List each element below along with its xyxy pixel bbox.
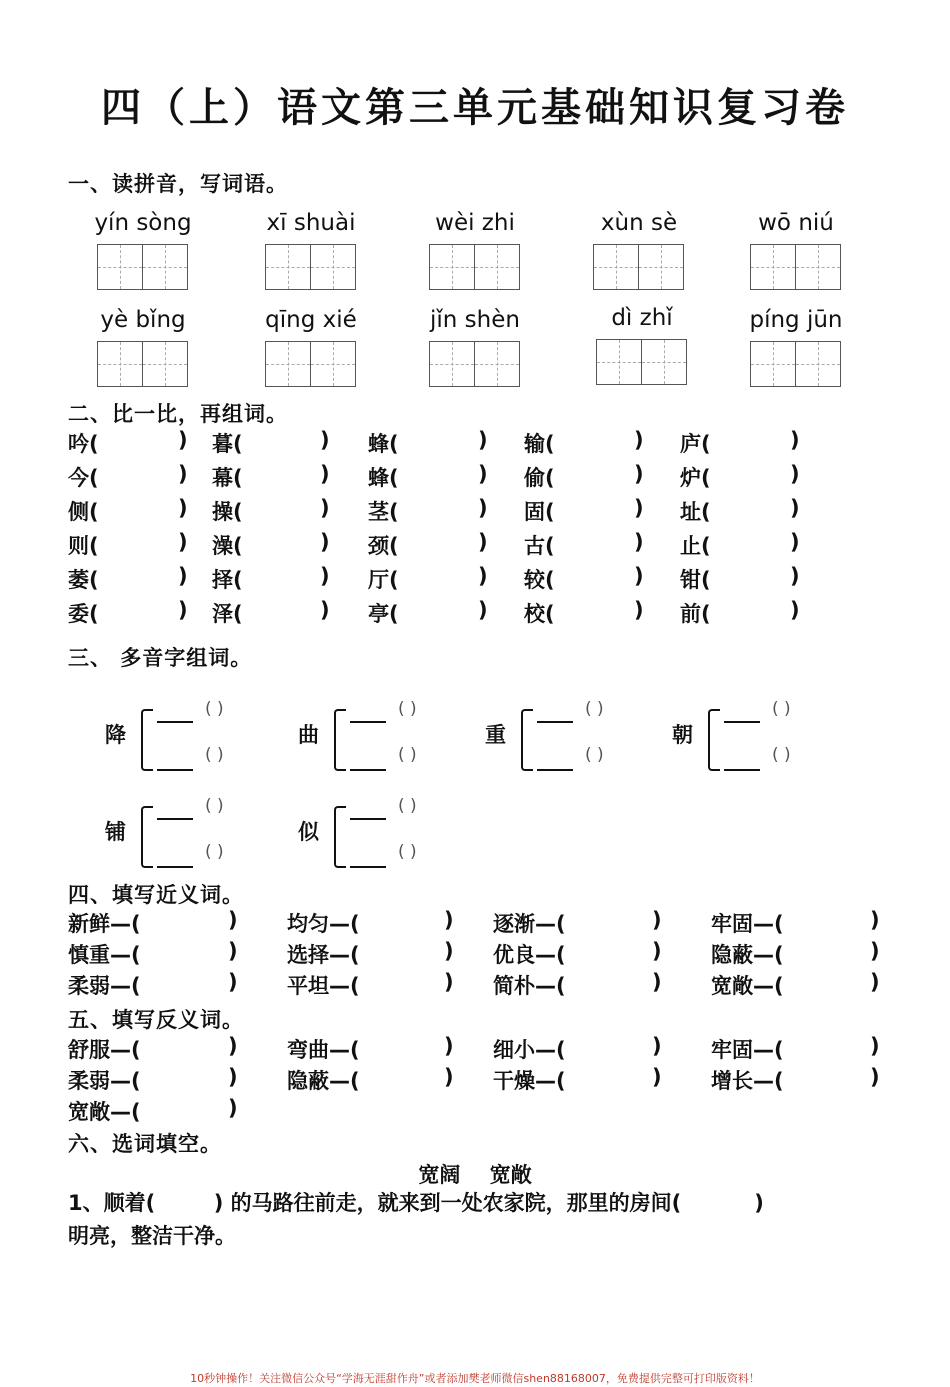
- pinyin-item: [251, 305, 371, 387]
- answer-blank[interactable]: [720, 428, 790, 456]
- close-paren: ): [178, 462, 188, 486]
- answer-blank[interactable]: [408, 598, 478, 626]
- pinyin-blank[interactable]: [350, 721, 386, 723]
- close-paren: ): [478, 598, 488, 622]
- close-paren: ): [870, 908, 880, 932]
- pinyin-text: wō niú: [758, 210, 834, 236]
- pinyin-blank[interactable]: [350, 818, 386, 820]
- pinyin-item: [582, 303, 702, 385]
- close-paren: ): [478, 462, 488, 486]
- pinyin-text: yín sòng: [94, 210, 192, 236]
- answer-blank[interactable]: [154, 1034, 228, 1062]
- writing-grid[interactable]: [579, 244, 699, 290]
- pinyin-item: [579, 208, 699, 290]
- answer-blank[interactable]: [373, 1065, 444, 1093]
- close-paren: ): [444, 908, 454, 932]
- answer-blank[interactable]: [720, 598, 790, 626]
- compare-cell: 吟(: [68, 432, 99, 456]
- compare-cell: 幕(: [212, 466, 243, 490]
- answer-blank[interactable]: [720, 496, 790, 524]
- pinyin-item: [736, 305, 856, 387]
- pinyin-blank[interactable]: [157, 769, 193, 771]
- section-4-heading: 四、填写近义词。: [68, 883, 244, 907]
- close-paren: ): [444, 970, 454, 994]
- page-title: 四（上）语文第三单元基础知识复习卷: [101, 85, 849, 131]
- close-paren: ): [634, 428, 644, 452]
- answer-blank[interactable]: [564, 462, 634, 490]
- compare-cell: 蜂(: [368, 466, 399, 490]
- pinyin-text: píng jūn: [749, 307, 843, 333]
- answer-blank[interactable]: [564, 564, 634, 592]
- close-paren: ): [652, 970, 662, 994]
- answer-blank[interactable]: [408, 428, 478, 456]
- compare-cell: 泽(: [212, 602, 243, 626]
- close-paren: ): [444, 1034, 454, 1058]
- close-paren: ): [790, 462, 800, 486]
- brace-bracket: [521, 709, 533, 771]
- answer-blank[interactable]: [564, 428, 634, 456]
- compare-cell: 操(: [212, 500, 243, 524]
- section-1-heading: 一、读拼音，写词语。: [68, 172, 288, 196]
- antonym-cell: 舒服—(: [68, 1038, 141, 1062]
- compare-cell: 炉(: [680, 466, 711, 490]
- answer-blank[interactable]: [579, 970, 652, 998]
- pinyin-blank[interactable]: [350, 866, 386, 868]
- answer-blank[interactable]: [154, 908, 228, 936]
- word-blank-parens[interactable]: ( ): [205, 699, 224, 719]
- close-paren: ): [652, 908, 662, 932]
- word-choices: 宽阔 宽敞: [418, 1163, 532, 1187]
- antonym-cell: 宽敞—(: [68, 1100, 141, 1124]
- answer-blank[interactable]: [108, 530, 178, 558]
- answer-blank[interactable]: [154, 1065, 228, 1093]
- synonym-cell: 新鲜—(: [68, 912, 141, 936]
- close-paren: ): [790, 530, 800, 554]
- pinyin-text: jǐn shèn: [430, 307, 520, 333]
- answer-blank[interactable]: [797, 939, 870, 967]
- close-paren: ): [178, 496, 188, 520]
- brace-bracket: [141, 806, 153, 868]
- answer-blank[interactable]: [408, 530, 478, 558]
- answer-blank[interactable]: [252, 462, 320, 490]
- pinyin-text: xùn sè: [600, 210, 678, 236]
- close-paren: ): [228, 939, 238, 963]
- polyphone-item: [485, 699, 665, 775]
- word-blank-parens[interactable]: ( ): [205, 745, 224, 765]
- section-5-heading: 五、填写反义词。: [68, 1008, 244, 1032]
- answer-blank[interactable]: [579, 1065, 652, 1093]
- synonym-cell: 选择—(: [287, 943, 360, 967]
- writing-grid[interactable]: [251, 341, 371, 387]
- close-paren: ): [478, 530, 488, 554]
- close-paren: ): [790, 598, 800, 622]
- word-blank-parens[interactable]: ( ): [205, 842, 224, 862]
- compare-cell: 亭(: [368, 602, 399, 626]
- answer-blank[interactable]: [154, 970, 228, 998]
- close-paren: ): [652, 1034, 662, 1058]
- answer-blank[interactable]: [564, 598, 634, 626]
- close-paren: ): [478, 428, 488, 452]
- close-paren: ): [228, 1065, 238, 1089]
- answer-blank[interactable]: [154, 939, 228, 967]
- close-paren: ): [478, 496, 488, 520]
- word-blank-parens[interactable]: ( ): [205, 796, 224, 816]
- answer-blank[interactable]: [373, 1034, 444, 1062]
- polyphone-char: 朝: [672, 723, 693, 747]
- compare-cell: 输(: [524, 432, 555, 456]
- compare-cell: 止(: [680, 534, 711, 558]
- writing-grid[interactable]: [83, 244, 203, 290]
- close-paren: ): [444, 1065, 454, 1089]
- compare-cell: 萎(: [68, 568, 99, 592]
- answer-blank[interactable]: [373, 908, 444, 936]
- pinyin-item: [83, 208, 203, 290]
- antonym-cell: 干燥—(: [493, 1069, 566, 1093]
- answer-blank[interactable]: [373, 939, 444, 967]
- word-blank-parens[interactable]: ( ): [398, 699, 417, 719]
- close-paren: ): [634, 496, 644, 520]
- brace-bracket: [141, 709, 153, 771]
- writing-grid[interactable]: [736, 341, 856, 387]
- close-paren: ): [634, 462, 644, 486]
- pinyin-blank[interactable]: [537, 769, 573, 771]
- synonym-cell: 简朴—(: [493, 974, 566, 998]
- answer-blank[interactable]: [720, 530, 790, 558]
- word-blank-parens[interactable]: ( ): [398, 842, 417, 862]
- polyphone-item: [105, 796, 285, 872]
- polyphone-char: 降: [105, 723, 126, 747]
- pinyin-text: yè bǐng: [100, 307, 186, 333]
- answer-blank[interactable]: [108, 564, 178, 592]
- compare-cell: 校(: [524, 602, 555, 626]
- answer-blank[interactable]: [252, 530, 320, 558]
- pinyin-text: qīng xié: [265, 307, 357, 333]
- answer-blank[interactable]: [797, 1065, 870, 1093]
- polyphone-char: 铺: [105, 820, 126, 844]
- polyphone-char: 曲: [298, 723, 319, 747]
- synonym-cell: 平坦—(: [287, 974, 360, 998]
- polyphone-item: [105, 699, 285, 775]
- answer-blank[interactable]: [720, 462, 790, 490]
- close-paren: ): [320, 564, 330, 588]
- compare-cell: 暮(: [212, 432, 243, 456]
- compare-cell: 委(: [68, 602, 99, 626]
- compare-cell: 茎(: [368, 500, 399, 524]
- polyphone-item: [298, 796, 478, 872]
- synonym-cell: 慎重—(: [68, 943, 141, 967]
- pinyin-item: [251, 208, 371, 290]
- polyphone-char: 似: [298, 820, 319, 844]
- close-paren: ): [228, 908, 238, 932]
- word-blank-parens[interactable]: ( ): [398, 745, 417, 765]
- answer-blank[interactable]: [797, 908, 870, 936]
- footer-note: 10秒钟操作！关注微信公众号“学海无涯甜作舟”或者添加樊老师微信shen88168007，免费提供完整可打印版资料！: [190, 1372, 760, 1385]
- answer-blank[interactable]: [564, 530, 634, 558]
- pinyin-item: [736, 208, 856, 290]
- close-paren: ): [320, 530, 330, 554]
- close-paren: ): [228, 1096, 238, 1120]
- compare-cell: 偷(: [524, 466, 555, 490]
- answer-blank[interactable]: [720, 564, 790, 592]
- synonym-cell: 隐蔽—(: [711, 943, 784, 967]
- close-paren: ): [178, 598, 188, 622]
- antonym-cell: 柔弱—(: [68, 1069, 141, 1093]
- antonym-cell: 弯曲—(: [287, 1038, 360, 1062]
- polyphone-item: [298, 699, 478, 775]
- compare-cell: 则(: [68, 534, 99, 558]
- synonym-cell: 逐渐—(: [493, 912, 566, 936]
- pinyin-text: xī shuài: [266, 210, 356, 236]
- close-paren: ): [790, 428, 800, 452]
- word-blank-parens[interactable]: ( ): [585, 745, 604, 765]
- close-paren: ): [652, 939, 662, 963]
- synonym-cell: 宽敞—(: [711, 974, 784, 998]
- close-paren: ): [178, 530, 188, 554]
- close-paren: ): [634, 564, 644, 588]
- word-blank-parens[interactable]: ( ): [772, 699, 791, 719]
- compare-cell: 蜂(: [368, 432, 399, 456]
- answer-blank[interactable]: [108, 598, 178, 626]
- compare-cell: 钳(: [680, 568, 711, 592]
- writing-grid[interactable]: [582, 339, 702, 385]
- close-paren: ): [790, 496, 800, 520]
- section-2-heading: 二、比一比，再组词。: [68, 402, 288, 426]
- pinyin-item: [415, 208, 535, 290]
- antonym-cell: 细小—(: [493, 1038, 566, 1062]
- close-paren: ): [320, 598, 330, 622]
- antonym-cell: 增长—(: [711, 1069, 784, 1093]
- synonym-cell: 优良—(: [493, 943, 566, 967]
- sentence-1-line-2: 明亮，整洁干净。: [68, 1224, 236, 1248]
- close-paren: ): [652, 1065, 662, 1089]
- close-paren: ): [870, 1034, 880, 1058]
- answer-blank[interactable]: [579, 939, 652, 967]
- pinyin-blank[interactable]: [537, 721, 573, 723]
- word-blank-parens[interactable]: ( ): [585, 699, 604, 719]
- answer-blank[interactable]: [579, 908, 652, 936]
- section-6-heading: 六、选词填空。: [68, 1132, 222, 1156]
- answer-blank[interactable]: [564, 496, 634, 524]
- synonym-cell: 柔弱—(: [68, 974, 141, 998]
- sentence-1-line-1: 1、顺着( ) 的马路往前走，就来到一处农家院，那里的房间( ): [68, 1191, 764, 1215]
- answer-blank[interactable]: [408, 462, 478, 490]
- close-paren: ): [320, 462, 330, 486]
- compare-cell: 古(: [524, 534, 555, 558]
- writing-grid[interactable]: [251, 244, 371, 290]
- close-paren: ): [178, 564, 188, 588]
- answer-blank[interactable]: [252, 564, 320, 592]
- close-paren: ): [634, 530, 644, 554]
- close-paren: ): [228, 970, 238, 994]
- close-paren: ): [320, 428, 330, 452]
- compare-cell: 固(: [524, 500, 555, 524]
- close-paren: ): [178, 428, 188, 452]
- brace-bracket: [334, 709, 346, 771]
- answer-blank[interactable]: [797, 970, 870, 998]
- pinyin-text: dì zhǐ: [611, 305, 673, 331]
- close-paren: ): [320, 496, 330, 520]
- close-paren: ): [478, 564, 488, 588]
- compare-cell: 厅(: [368, 568, 399, 592]
- writing-grid[interactable]: [415, 244, 535, 290]
- close-paren: ): [444, 939, 454, 963]
- compare-cell: 择(: [212, 568, 243, 592]
- word-blank-parens[interactable]: ( ): [772, 745, 791, 765]
- antonym-cell: 隐蔽—(: [287, 1069, 360, 1093]
- compare-cell: 较(: [524, 568, 555, 592]
- synonym-cell: 均匀—(: [287, 912, 360, 936]
- answer-blank[interactable]: [108, 496, 178, 524]
- compare-cell: 今(: [68, 466, 99, 490]
- close-paren: ): [634, 598, 644, 622]
- word-blank-parens[interactable]: ( ): [398, 796, 417, 816]
- answer-blank[interactable]: [408, 564, 478, 592]
- compare-cell: 侧(: [68, 500, 99, 524]
- pinyin-blank[interactable]: [724, 721, 760, 723]
- answer-blank[interactable]: [252, 496, 320, 524]
- brace-bracket: [708, 709, 720, 771]
- answer-blank[interactable]: [108, 428, 178, 456]
- polyphone-char: 重: [485, 723, 506, 747]
- close-paren: ): [870, 1065, 880, 1089]
- answer-blank[interactable]: [108, 462, 178, 490]
- compare-cell: 澡(: [212, 534, 243, 558]
- pinyin-blank[interactable]: [724, 769, 760, 771]
- answer-blank[interactable]: [408, 496, 478, 524]
- close-paren: ): [870, 970, 880, 994]
- writing-grid[interactable]: [736, 244, 856, 290]
- pinyin-blank[interactable]: [157, 866, 193, 868]
- antonym-cell: 牢固—(: [711, 1038, 784, 1062]
- pinyin-item: [83, 305, 203, 387]
- compare-cell: 前(: [680, 602, 711, 626]
- synonym-cell: 牢固—(: [711, 912, 784, 936]
- pinyin-text: wèi zhi: [435, 210, 515, 236]
- close-paren: ): [790, 564, 800, 588]
- answer-blank[interactable]: [154, 1096, 228, 1124]
- answer-blank[interactable]: [252, 598, 320, 626]
- compare-cell: 颈(: [368, 534, 399, 558]
- pinyin-blank[interactable]: [157, 721, 193, 723]
- compare-cell: 庐(: [680, 432, 711, 456]
- pinyin-item: [415, 305, 535, 387]
- polyphone-item: [672, 699, 852, 775]
- writing-grid[interactable]: [83, 341, 203, 387]
- answer-blank[interactable]: [373, 970, 444, 998]
- close-paren: ): [870, 939, 880, 963]
- answer-blank[interactable]: [797, 1034, 870, 1062]
- pinyin-blank[interactable]: [157, 818, 193, 820]
- pinyin-blank[interactable]: [350, 769, 386, 771]
- writing-grid[interactable]: [415, 341, 535, 387]
- section-3-heading: 三、 多音字组词。: [68, 646, 253, 670]
- close-paren: ): [228, 1034, 238, 1058]
- answer-blank[interactable]: [252, 428, 320, 456]
- brace-bracket: [334, 806, 346, 868]
- answer-blank[interactable]: [579, 1034, 652, 1062]
- compare-cell: 址(: [680, 500, 711, 524]
